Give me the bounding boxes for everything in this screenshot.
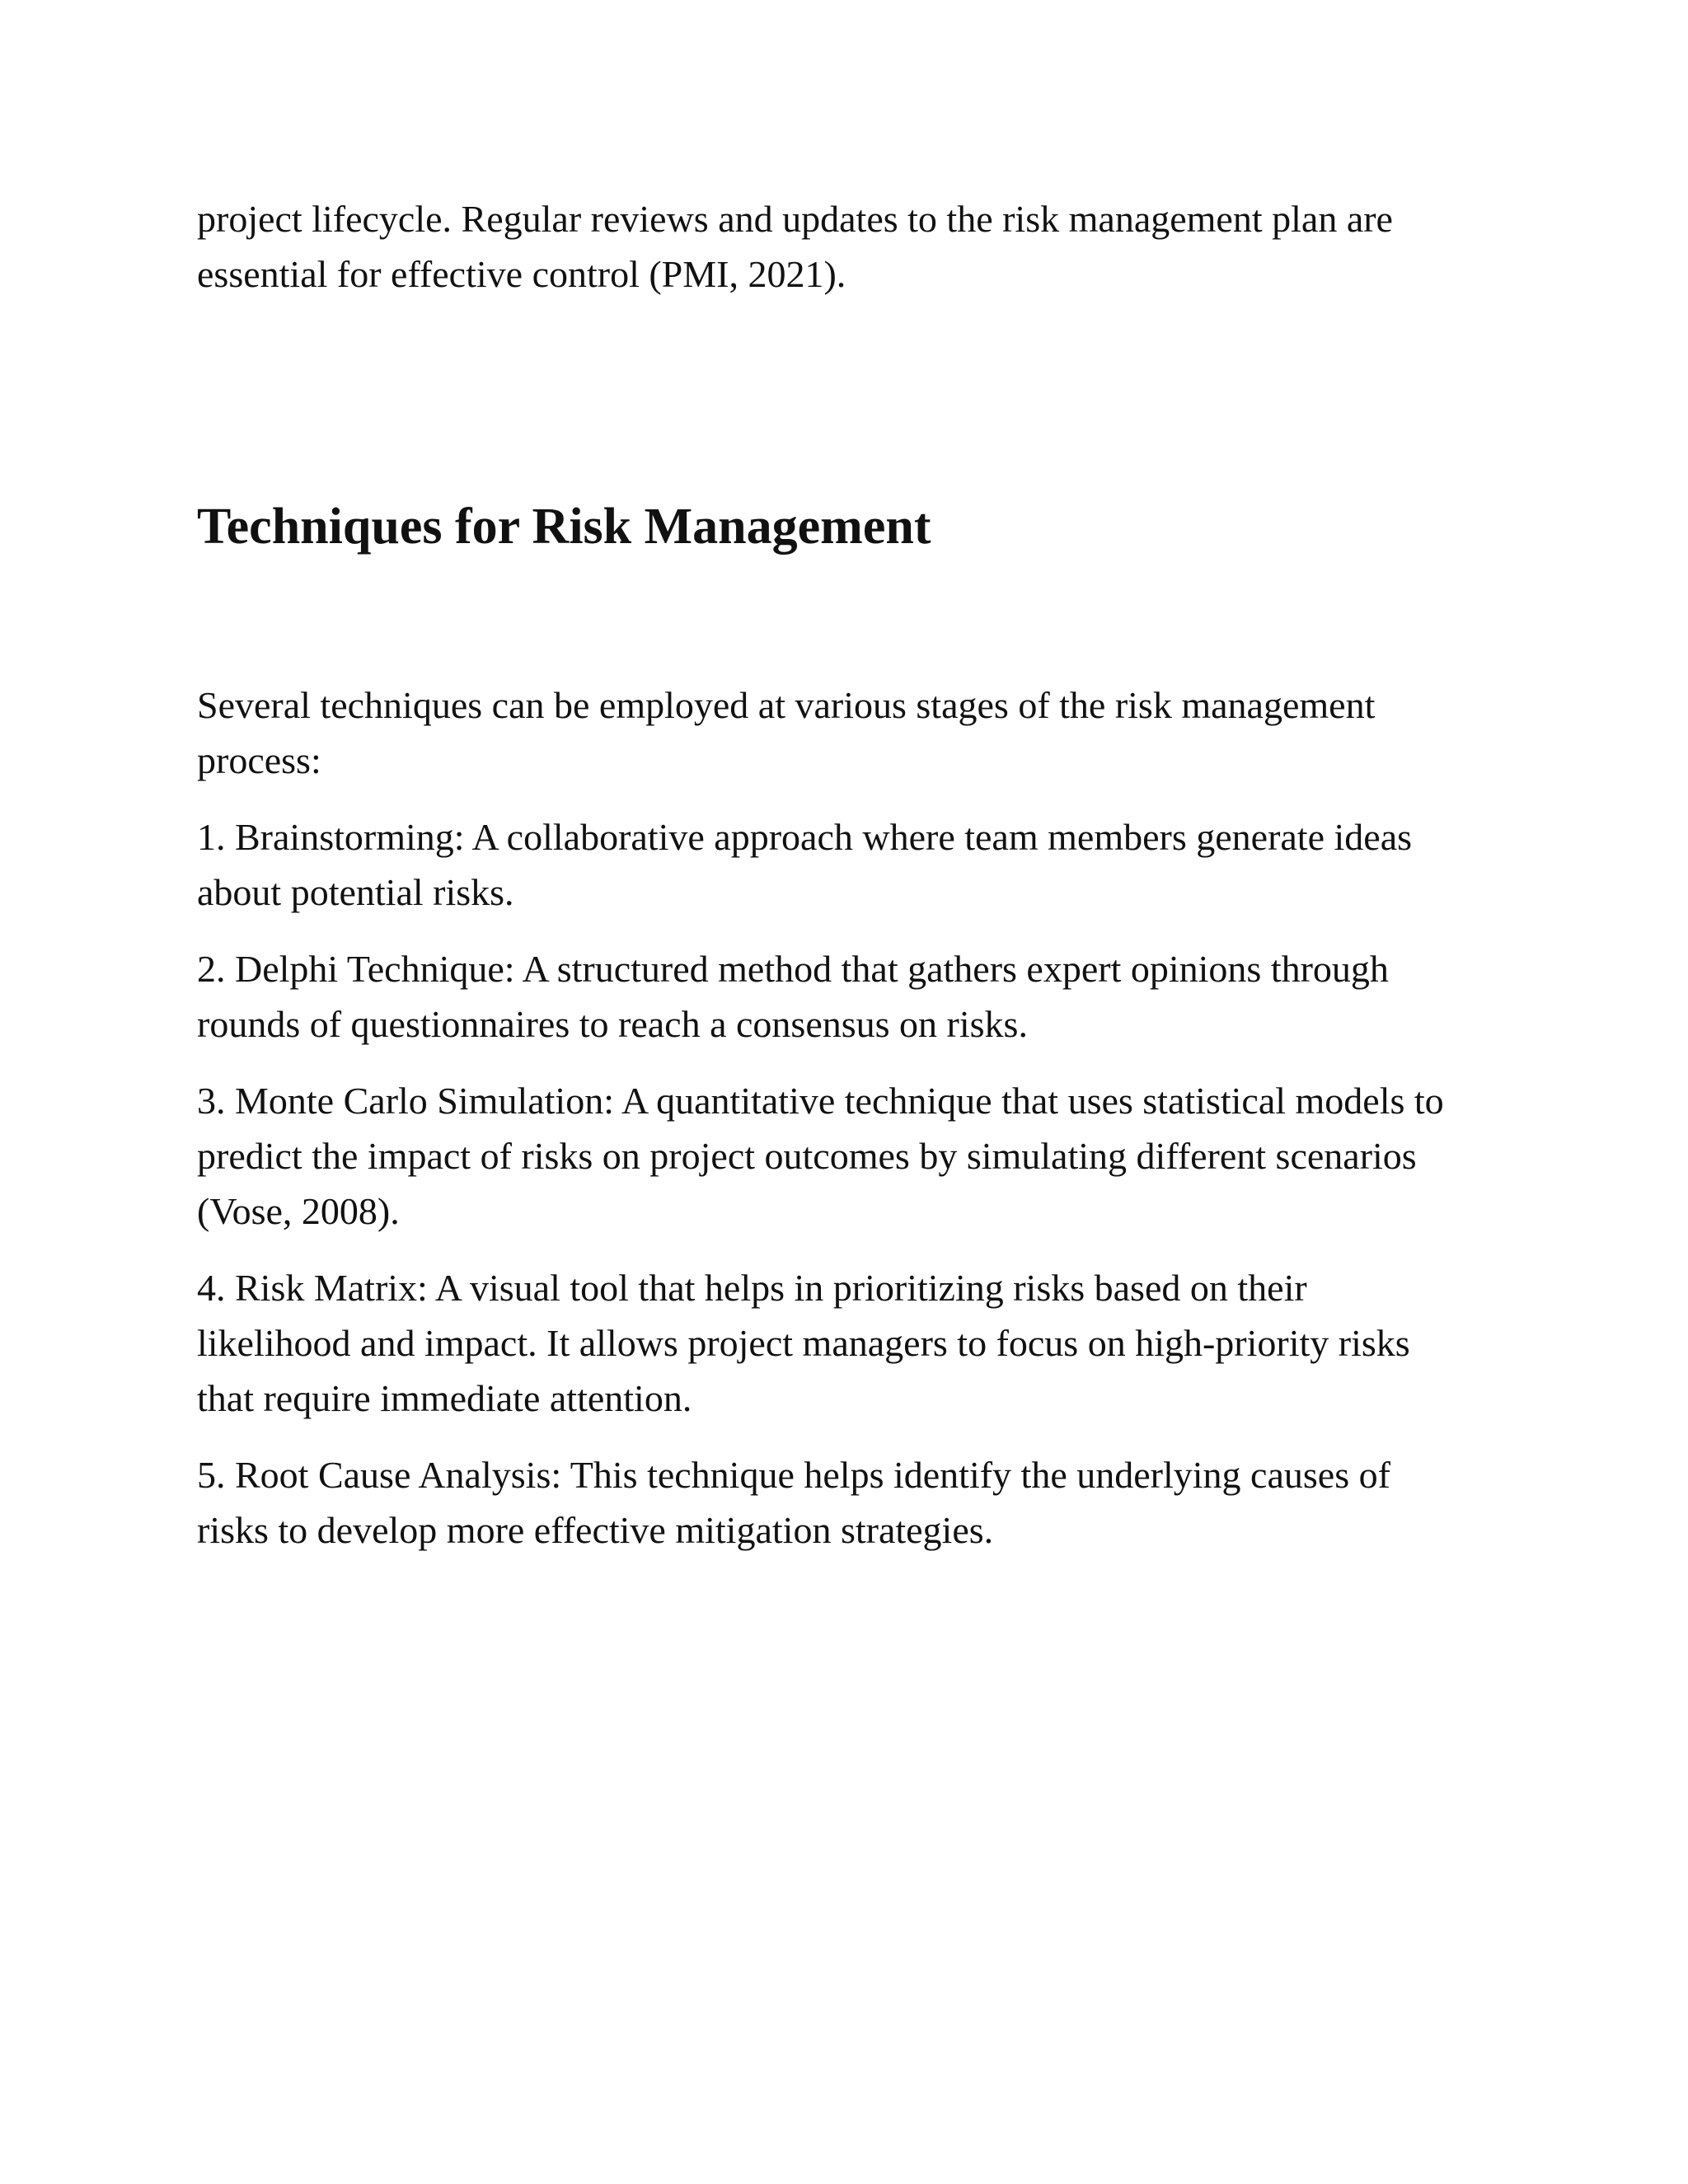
- list-item-root-cause-analysis: [197, 1447, 1483, 1558]
- paragraph-line: essential for effective control (PMI, 2021).: [197, 253, 846, 295]
- list-item-line: that require immediate attention.: [197, 1377, 692, 1419]
- intro-paragraph: [197, 677, 1483, 788]
- list-item-line: 5. Root Cause Analysis: This technique helps identify the underlying causes of: [197, 1454, 1390, 1496]
- list-item-line: about potential risks.: [197, 871, 514, 913]
- list-item-line: 4. Risk Matrix: A visual tool that helps in prioritizing risks based on their: [197, 1267, 1307, 1309]
- list-item-line: 2. Delphi Technique: A structured method that gathers expert opinions through: [197, 948, 1389, 990]
- list-item-line: 1. Brainstorming: A collaborative approach where team members generate ideas: [197, 816, 1413, 858]
- list-item-line: likelihood and impact. It allows project managers to focus on high-priority risks: [197, 1322, 1410, 1364]
- paragraph-line: Several techniques can be employed at various stages of the risk management: [197, 684, 1376, 726]
- section-heading: Techniques for Risk Management: [197, 499, 931, 555]
- list-item-brainstorming: [197, 809, 1483, 920]
- list-item-line: (Vose, 2008).: [197, 1190, 400, 1232]
- paragraph-line: process:: [197, 739, 321, 781]
- list-item-line: predict the impact of risks on project outcomes by simulating different scenarios: [197, 1135, 1417, 1177]
- list-item-delphi-technique: [197, 941, 1483, 1052]
- paragraph-line: project lifecycle. Regular reviews and updates to the risk management plan are: [197, 198, 1393, 240]
- list-item-risk-matrix: [197, 1260, 1483, 1426]
- continuation-paragraph: [197, 191, 1483, 302]
- list-item-line: 3. Monte Carlo Simulation: A quantitative technique that uses statistical models to: [197, 1080, 1444, 1122]
- list-item-line: rounds of questionnaires to reach a consensus on risks.: [197, 1003, 1028, 1045]
- list-item-line: risks to develop more effective mitigation strategies.: [197, 1509, 994, 1551]
- list-item-monte-carlo-simulation: [197, 1073, 1483, 1239]
